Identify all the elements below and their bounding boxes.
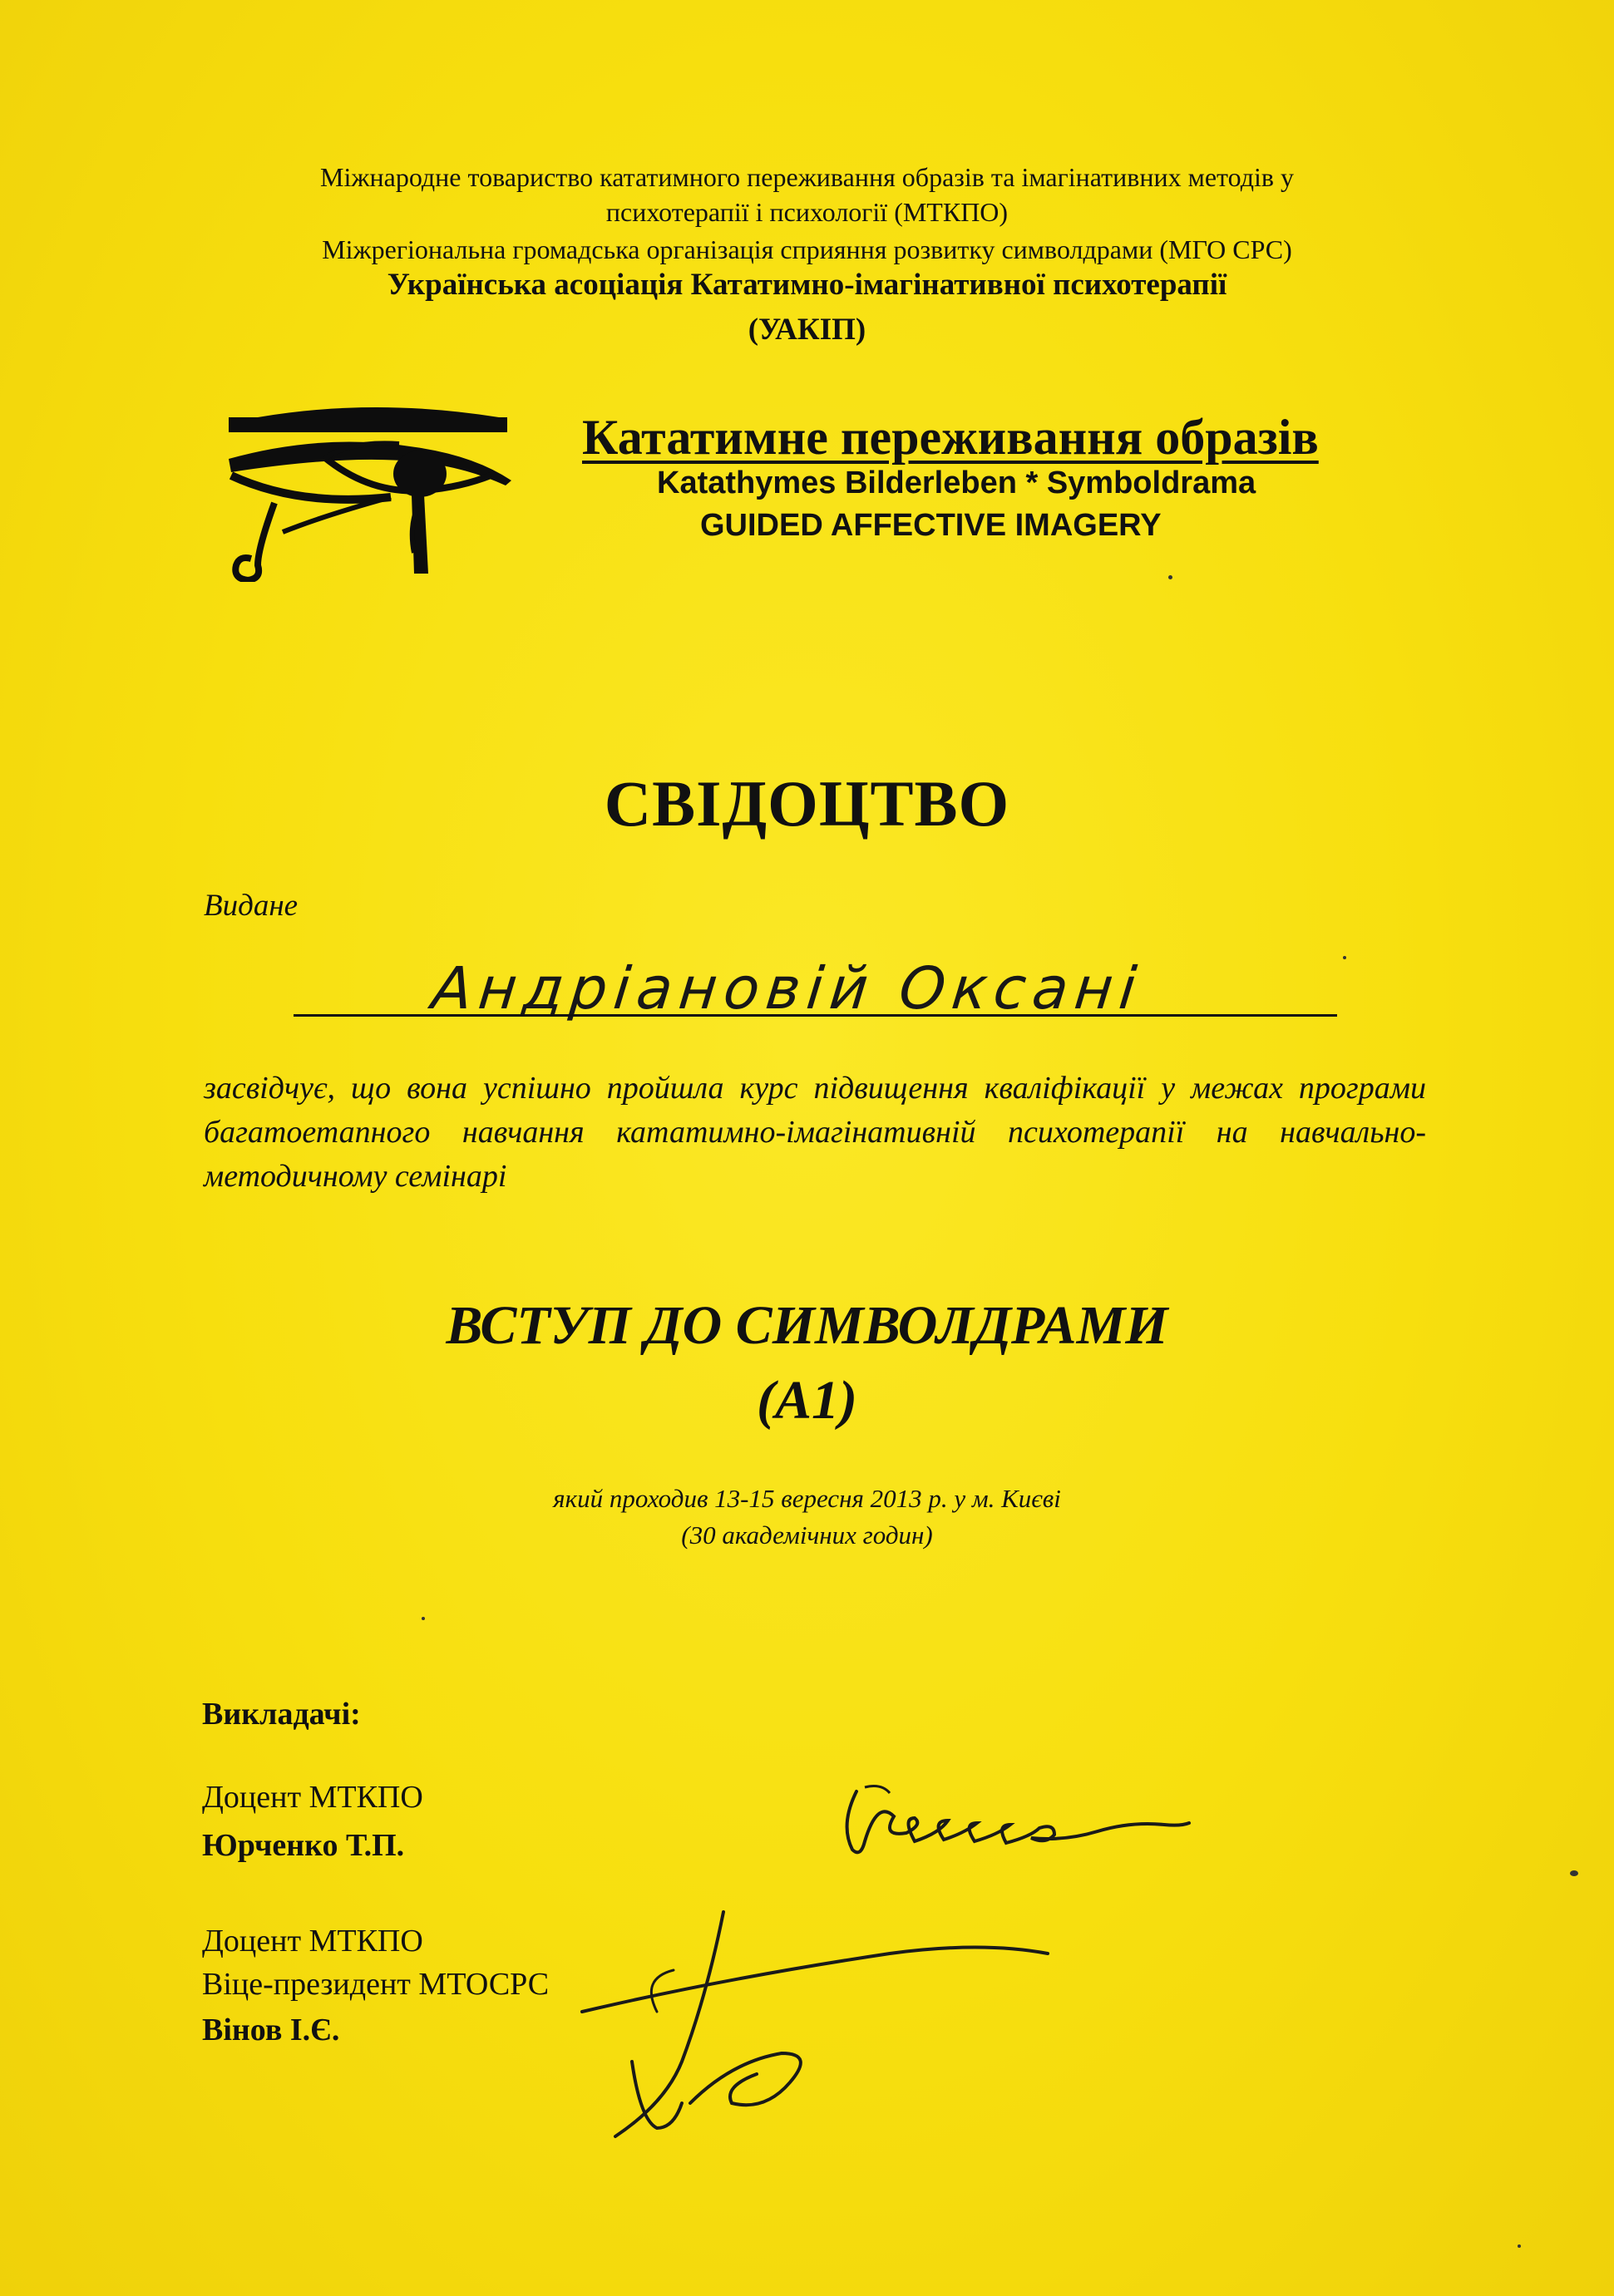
paper-speck [1570,1870,1578,1876]
teachers-heading: Викладачі: [202,1697,361,1732]
teacher1-name: Юрченко Т.П. [202,1828,405,1863]
certificate-body: засвідчує, що вона успішно пройшла курс підвищення кваліфікації у межах програми багатоетапного навчання кататимно-імагінативній психотерапії на навчально-методичному семінарі [204,1071,1426,1194]
brand-title-de: Katathymes Bilderleben * Symboldrama [657,466,1256,500]
eye-of-horus-icon [225,382,524,582]
org-line-1b: психотерапії і психології (МТКПО) [605,197,1009,227]
paper-speck [1343,956,1346,959]
brand-title-ua: Кататимне переживання образів [582,410,1319,465]
certificate-title: СВІДОЦТВО [604,767,1010,840]
teacher1-position: Доцент МТКПО [202,1780,423,1815]
org-line-3a: Українська асоціація Кататимно-імагінативної психотерапії [387,268,1227,302]
course-code: (А1) [757,1370,857,1431]
paper-speck [1168,575,1172,579]
brand-title-en: GUIDED AFFECTIVE IMAGERY [700,508,1162,543]
course-title: ВСТУП ДО СИМВОЛДРАМИ [446,1295,1168,1356]
teacher2-position-2: Віце-президент МТОСРС [202,1967,550,2002]
signature-1 [832,1775,1231,1866]
teacher2-name: Вінов І.Є. [202,2013,340,2047]
paper-speck [1518,2244,1521,2248]
course-hours: (30 академічних годин) [681,1520,933,1550]
org-line-1a: Міжнародне товариство кататимного переживання образів та імагінативних методів у [320,162,1294,192]
signature-2 [516,1895,1081,2145]
course-dates: який проходив 13-15 вересня 2013 р. у м. Києві [553,1484,1061,1513]
teacher2-position-1: Доцент МТКПО [202,1924,423,1958]
issued-label: Видане [204,889,299,923]
paper-speck [422,1617,425,1620]
org-line-3b: (УАКІП) [748,313,866,347]
org-line-2: Міжрегіональна громадська організація сприяння розвитку символдрами (МГО СРС) [322,234,1292,264]
recipient-name: Андріановій Оксані [428,954,1147,1022]
recipient-underline [294,1014,1337,1017]
